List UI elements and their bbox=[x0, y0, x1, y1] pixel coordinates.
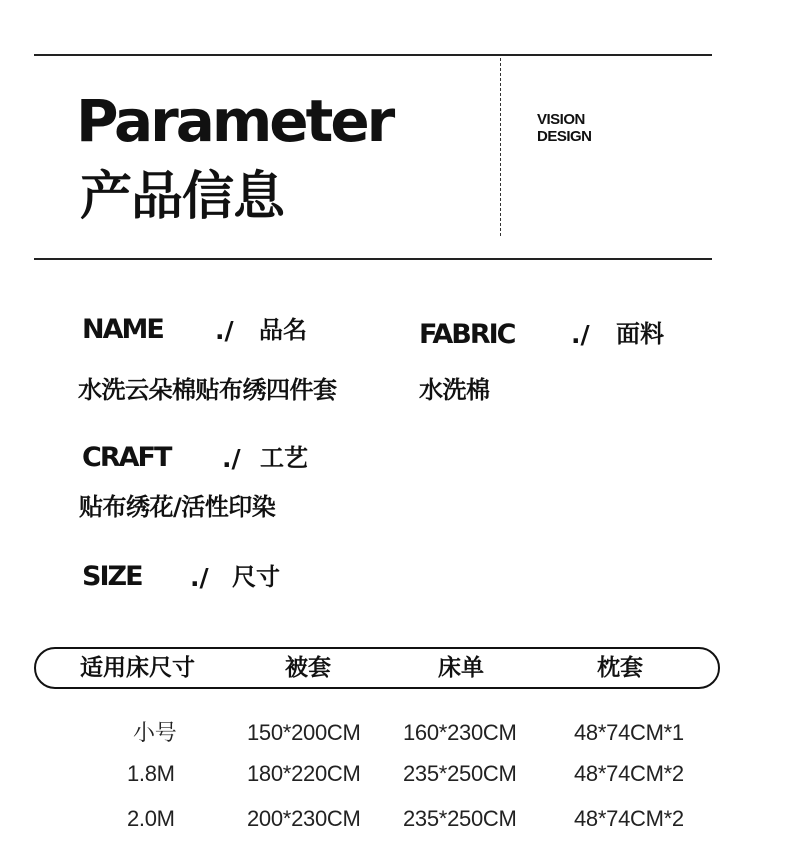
brand-tag-line1: VISION bbox=[537, 111, 585, 128]
name-label: NAME bbox=[82, 314, 163, 345]
row-pillowcase: 48*74CM*1 bbox=[574, 720, 684, 745]
table-header-duvet: 被套 bbox=[285, 655, 331, 681]
table-header-sheet: 床单 bbox=[438, 655, 484, 681]
fabric-label: FABRIC bbox=[419, 319, 515, 350]
craft-label-cn: 工艺 bbox=[260, 444, 308, 472]
row-sheet: 160*230CM bbox=[403, 720, 517, 745]
row-bed-size: 小号 bbox=[133, 720, 177, 745]
brand-tag bbox=[537, 111, 592, 145]
craft-value: 贴布绣花/活性印染 bbox=[79, 493, 276, 521]
row-duvet: 150*200CM bbox=[247, 720, 361, 745]
table-header-bed-size: 适用床尺寸 bbox=[80, 655, 195, 681]
page-title-cn: 产品信息 bbox=[80, 167, 285, 227]
row-bed-size: 1.8M bbox=[127, 761, 175, 786]
page-title-en: Parameter bbox=[76, 87, 393, 155]
row-bed-size: 2.0M bbox=[127, 806, 175, 831]
row-pillowcase: 48*74CM*2 bbox=[574, 761, 684, 786]
size-label-cn: 尺寸 bbox=[232, 563, 280, 591]
row-duvet: 200*230CM bbox=[247, 806, 361, 831]
size-label: SIZE bbox=[82, 561, 142, 592]
craft-label: CRAFT bbox=[82, 442, 171, 473]
brand-tag-line2: DESIGN bbox=[537, 128, 592, 145]
name-value: 水洗云朵棉贴布绣四件套 bbox=[78, 376, 337, 404]
fabric-value: 水洗棉 bbox=[419, 376, 490, 404]
header-bottom-rule bbox=[34, 258, 712, 260]
size-separator: ./ bbox=[190, 563, 209, 592]
table-header-pillowcase: 枕套 bbox=[597, 655, 643, 681]
header-divider bbox=[500, 58, 501, 236]
craft-separator: ./ bbox=[222, 444, 241, 473]
fabric-separator: ./ bbox=[571, 320, 590, 349]
name-separator: ./ bbox=[215, 316, 234, 345]
fabric-label-cn: 面料 bbox=[616, 320, 664, 348]
row-sheet: 235*250CM bbox=[403, 806, 517, 831]
row-sheet: 235*250CM bbox=[403, 761, 517, 786]
top-rule bbox=[34, 54, 712, 56]
name-label-cn: 品名 bbox=[259, 316, 307, 344]
row-pillowcase: 48*74CM*2 bbox=[574, 806, 684, 831]
row-duvet: 180*220CM bbox=[247, 761, 361, 786]
